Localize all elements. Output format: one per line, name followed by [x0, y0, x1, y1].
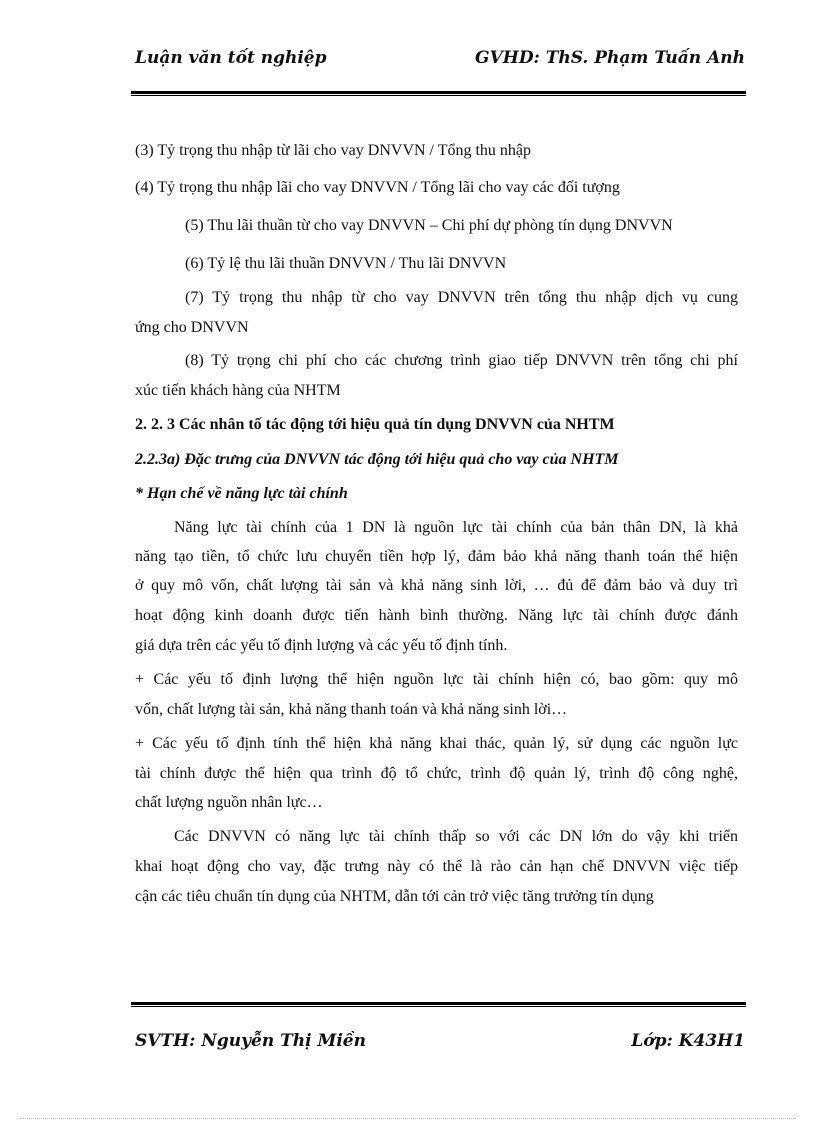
- header-advisor-label: GVHD: ThS. Phạm Tuấn Anh: [475, 48, 745, 68]
- body-line: cận các tiêu chuẩn tín dụng của NHTM, dẫn tới cản trở việc tăng trưởng tín dụng: [135, 888, 654, 905]
- body-line: (5) Thu lãi thuần từ cho vay DNVVN – Chi phí dự phòng tín dụng DNVVN: [185, 217, 673, 234]
- body-line: (6) Tỷ lệ thu lãi thuần DNVVN / Thu lãi DNVVN: [185, 255, 507, 272]
- topic-heading: * Hạn chế về năng lực tài chính: [135, 485, 348, 502]
- body-line: năng tạo tiền, tổ chức lưu chuyển tiền hợp lý, đảm bảo khả năng thanh toán thể hiện: [135, 548, 738, 565]
- body-line: chất lượng nguồn nhân lực…: [135, 794, 323, 811]
- subsection-heading: 2.2.3a) Đặc trưng của DNVVN tác động tới hiệu quả cho vay của NHTM: [135, 451, 619, 468]
- body-line: giá dựa trên các yếu tố định lượng và các yếu tố định tính.: [135, 637, 508, 654]
- body-line: + Các yếu tố định tính thể hiện khả năng khai thác, quản lý, sử dụng các nguồn lực: [135, 735, 738, 752]
- body-line: (3) Tỷ trọng thu nhập từ lãi cho vay DNVVN / Tổng thu nhập: [135, 142, 532, 159]
- footer-rule: [131, 1002, 746, 1007]
- body-line: + Các yếu tố định lượng thể hiện nguồn lực tài chính hiện có, bao gồm: quy mô: [135, 671, 738, 688]
- footer-student-label: SVTH: Nguyễn Thị Miền: [135, 1031, 366, 1051]
- body-line: hoạt động kinh doanh được tiến hành bình thường. Năng lực tài chính được đánh: [135, 607, 738, 624]
- header-thesis-label: Luận văn tốt nghiệp: [135, 48, 327, 68]
- body-line: (4) Tỷ trọng thu nhập lãi cho vay DNVVN / Tổng lãi cho vay các đối tượng: [135, 179, 620, 196]
- section-heading: 2. 2. 3 Các nhân tố tác động tới hiệu quả tín dụng DNVVN của NHTM: [135, 416, 615, 433]
- body-line: ứng cho DNVVN: [135, 319, 249, 336]
- footer-class-label: Lớp: K43H1: [631, 1031, 745, 1051]
- body-line: khai hoạt động cho vay, đặc trưng này có thể là rào cản hạn chế DNVVN việc tiếp: [135, 858, 738, 875]
- body-line: (8) Tỷ trọng chi phí cho các chương trình giao tiếp DNVVN trên tổng chi phí: [185, 352, 738, 369]
- body-line: tài chính được thể hiện qua trình độ tổ chức, trình độ quản lý, trình độ công nghệ,: [135, 765, 738, 782]
- body-line: xúc tiến khách hàng của NHTM: [135, 382, 341, 399]
- page-edge-divider: [20, 1118, 796, 1119]
- body-line: ở quy mô vốn, chất lượng tài sản và khả năng sinh lời, … đủ để đảm bảo và duy trì: [135, 577, 738, 594]
- body-line: Năng lực tài chính của 1 DN là nguồn lực tài chính của bản thân DN, là khả: [174, 519, 738, 536]
- body-line: Các DNVVN có năng lực tài chính thấp so với các DN lớn do vậy khi triển: [174, 828, 738, 845]
- body-line: (7) Tỷ trọng thu nhập từ cho vay DNVVN trên tổng thu nhập dịch vụ cung: [185, 289, 738, 306]
- header-rule: [131, 91, 746, 96]
- body-line: vốn, chất lượng tài sản, khả năng thanh toán và khả năng sinh lời…: [135, 701, 568, 718]
